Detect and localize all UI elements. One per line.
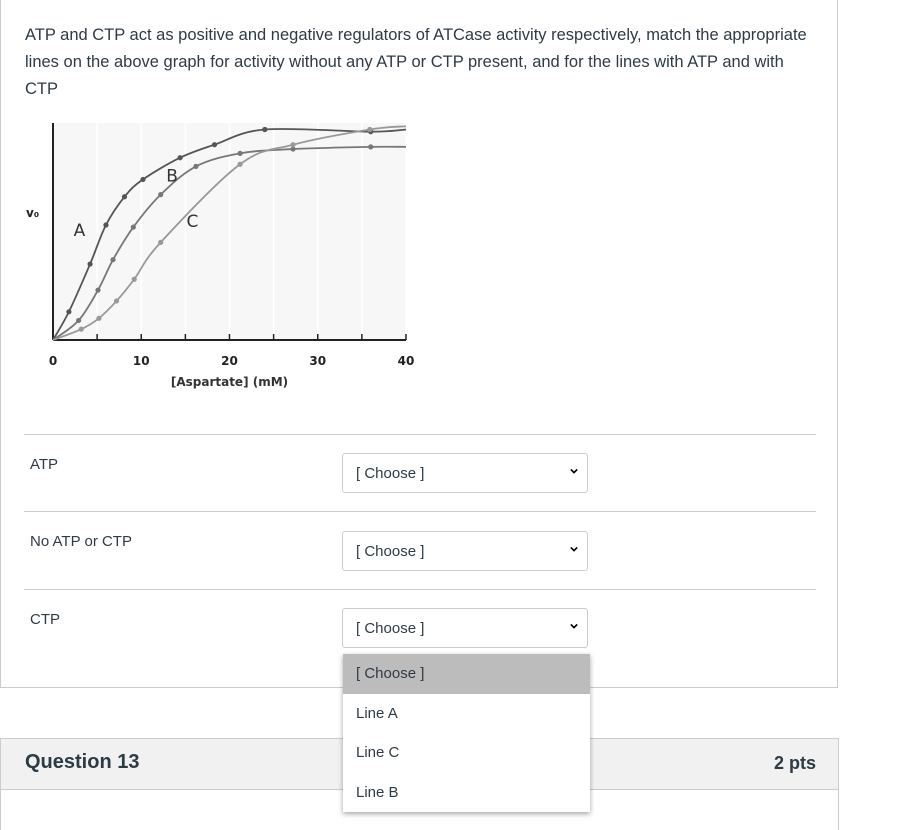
data-point xyxy=(158,240,163,245)
divider xyxy=(24,511,816,512)
data-point xyxy=(131,225,136,230)
data-point xyxy=(177,155,182,160)
data-point xyxy=(158,192,163,197)
data-point xyxy=(368,144,373,149)
y-axis-label: v₀ xyxy=(26,206,40,220)
data-point xyxy=(122,194,127,199)
select-value: [ Choose ] xyxy=(356,464,425,482)
data-point xyxy=(262,127,267,132)
data-point xyxy=(193,164,198,169)
x-tick-label: 30 xyxy=(309,354,327,368)
data-point xyxy=(114,298,119,303)
series-label-c: C xyxy=(186,212,199,233)
atcase-activity-chart xyxy=(0,110,430,400)
chevron-down-icon xyxy=(570,545,578,553)
question-title: Question 13 xyxy=(25,751,140,773)
ctp-select-dropdown xyxy=(343,654,590,812)
data-point xyxy=(132,277,137,282)
data-point xyxy=(140,177,145,182)
data-point xyxy=(95,287,100,292)
data-point xyxy=(79,327,84,332)
no-atp-ctp-select[interactable] xyxy=(342,531,588,571)
data-point xyxy=(110,257,115,262)
data-point xyxy=(237,162,242,167)
x-tick-label: 20 xyxy=(221,354,238,368)
data-point xyxy=(66,309,71,314)
data-point xyxy=(237,151,242,156)
ctp-select[interactable] xyxy=(342,608,588,648)
divider xyxy=(24,589,816,590)
row-label-no-atp-ctp: No ATP or CTP xyxy=(30,533,132,550)
row-label-ctp: CTP xyxy=(30,611,60,628)
select-value: [ Choose ] xyxy=(356,542,425,560)
x-tick-label: 10 xyxy=(132,354,150,368)
option-line-a[interactable]: Line A xyxy=(356,704,398,722)
option-line-c[interactable]: Line C xyxy=(356,744,400,762)
x-tick-label: 40 xyxy=(397,354,415,368)
data-point xyxy=(290,142,295,147)
series-label-a: A xyxy=(73,220,86,241)
chevron-down-icon xyxy=(570,467,578,475)
chevron-down-icon xyxy=(570,622,578,630)
option-choose[interactable]: [ Choose ] xyxy=(343,654,590,694)
option-line-b[interactable]: Line B xyxy=(356,783,399,801)
row-label-atp: ATP xyxy=(30,456,59,473)
question-text: ATP and CTP act as positive and negative regulators of ATCase activity respectively, match the appropriate lines on the above graph for activity without any ATP or CTP present, and for the lines with ATP and with CTP xyxy=(25,26,807,98)
divider xyxy=(24,434,816,435)
question-points: 2 pts xyxy=(773,753,816,773)
data-point xyxy=(103,222,108,227)
data-point xyxy=(76,318,81,323)
data-point xyxy=(96,316,101,321)
select-value: [ Choose ] xyxy=(356,619,425,637)
series-label-b: B xyxy=(166,166,178,187)
data-point xyxy=(212,142,217,147)
x-axis-label: [Aspartate] (mM) xyxy=(170,375,289,389)
x-tick-label: 0 xyxy=(48,354,58,368)
data-point xyxy=(367,127,372,132)
atp-select[interactable] xyxy=(342,453,588,493)
data-point xyxy=(87,261,92,266)
